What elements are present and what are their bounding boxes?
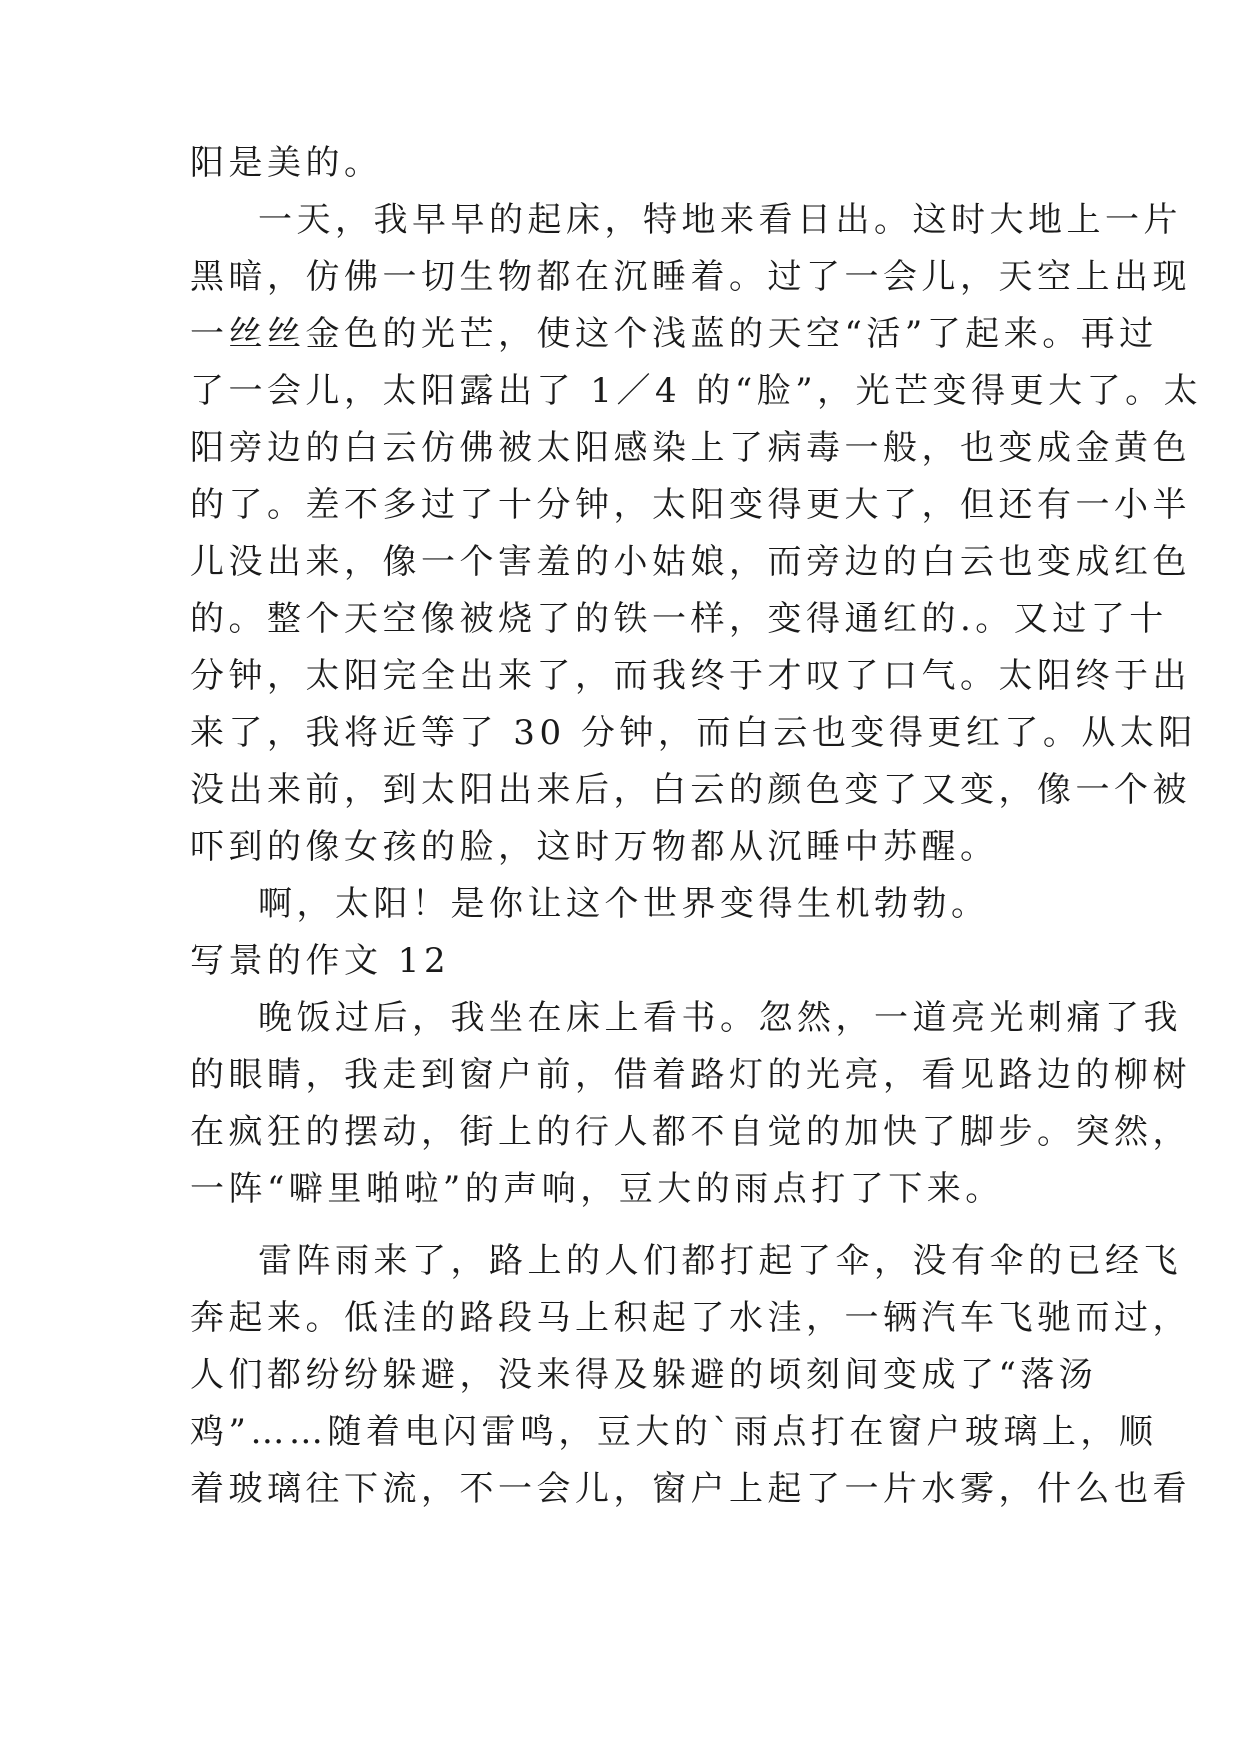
text-line: 着玻璃往下流，不一会儿，窗户上起了一片水雾，什么也看: [190, 1469, 1191, 1509]
text-line: 鸡”……随着电闪雷鸣，豆大的`雨点打在窗户玻璃上，顺: [190, 1412, 1158, 1452]
text-line: 阳旁边的白云仿佛被太阳感染上了病毒一般，也变成金黄色: [190, 428, 1191, 468]
text-line: 晚饭过后，我坐在床上看书。忽然，一道亮光刺痛了我: [258, 998, 1182, 1038]
text-line: 的。整个天空像被烧了的铁一样，变得通红的.。又过了十: [190, 599, 1168, 639]
text-line: 的眼睛，我走到窗户前，借着路灯的光亮，看见路边的柳树: [190, 1055, 1191, 1095]
text-line: 没出来前，到太阳出来后，白云的颜色变了又变，像一个被: [190, 770, 1191, 810]
text-line: 雷阵雨来了，路上的人们都打起了伞，没有伞的已经飞: [258, 1241, 1182, 1281]
text-line: 儿没出来，像一个害羞的小姑娘，而旁边的白云也变成红色: [190, 542, 1191, 582]
text-line: 一阵“噼里啪啦”的声响，豆大的雨点打了下来。: [190, 1169, 1004, 1209]
text-line: 啊，太阳！是你让这个世界变得生机勃勃。: [258, 884, 990, 924]
text-line: 来了，我将近等了 30 分钟，而白云也变得更红了。从太阳: [190, 713, 1197, 753]
text-line: 的了。差不多过了十分钟，太阳变得更大了，但还有一小半: [190, 485, 1191, 525]
text-line: 奔起来。低洼的路段马上积起了水洼，一辆汽车飞驰而过，: [190, 1298, 1191, 1338]
text-line: 分钟，太阳完全出来了，而我终于才叹了口气。太阳终于出: [190, 656, 1191, 696]
text-line: 人们都纷纷躲避，没来得及躲避的顷刻间变成了“落汤: [190, 1355, 1098, 1395]
text-line: 在疯狂的摆动，街上的行人都不自觉的加快了脚步。突然，: [190, 1112, 1191, 1152]
text-line: 一丝丝金色的光芒，使这个浅蓝的天空“活”了起来。再过: [190, 314, 1158, 354]
text-line: 了一会儿，太阳露出了 1／4 的“脸”，光芒变得更大了。太: [190, 371, 1203, 411]
text-line: 吓到的像女孩的脸，这时万物都从沉睡中苏醒。: [190, 827, 999, 867]
section-heading: 写景的作文 12: [190, 941, 451, 981]
text-line: 阳是美的。: [190, 143, 383, 183]
text-line: 一天，我早早的起床，特地来看日出。这时大地上一片: [258, 200, 1182, 240]
text-line: 黑暗，仿佛一切生物都在沉睡着。过了一会儿，天空上出现: [190, 257, 1191, 297]
